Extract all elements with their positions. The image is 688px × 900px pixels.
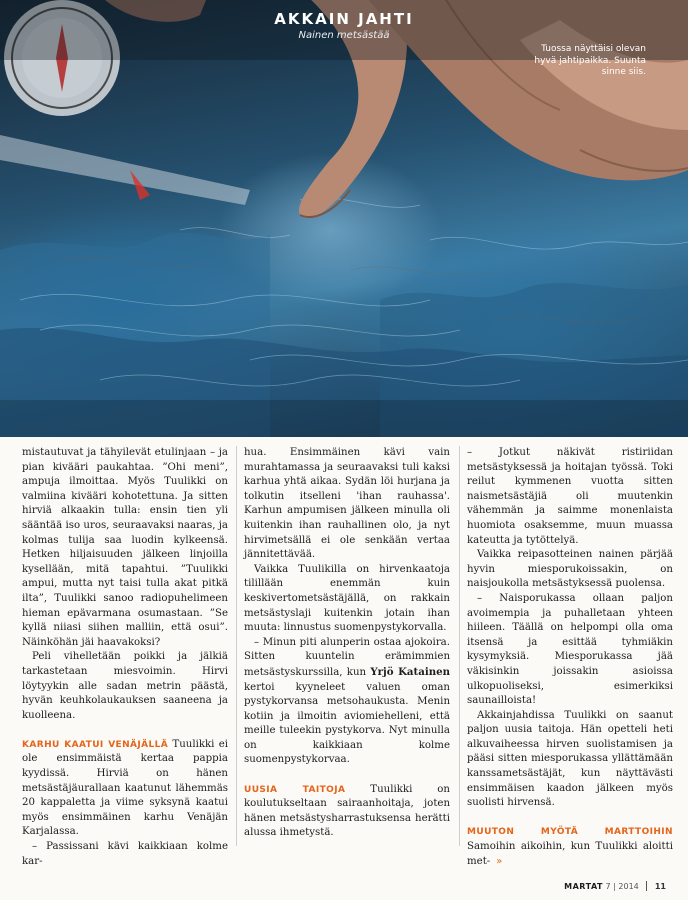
- subheading-marttoihin: MUUTON MYÖTÄ MARTTOIHIN: [467, 827, 673, 838]
- issue-number: 7 | 2014: [605, 882, 639, 891]
- page-footer: [564, 881, 666, 891]
- article-title: AKKAIN JAHTI: [274, 10, 414, 28]
- paragraph: – Passissani kävi kaikkiaan kolme kar-: [22, 841, 228, 867]
- paragraph: hua. Ensimmäinen kävi vain murahtamassa ja seuraavaksi tuli kaksi karhua yhtä aikaa. Sydän löi hurjana ja tolkutin itselleni 'ihan rauhassa'. Karhun ampumisen jälkeen minulla oli kuitenkin ihan rauhallinen olo, ja nyt hirvimetsällä ei ole senkään vertaa jännitettävää.: [244, 447, 450, 561]
- article-subtitle: Nainen metsästää: [298, 30, 390, 41]
- paragraph: – Jotkut näkivät ristiriidan metsästyksessä ja hoitajan työssä. Toki reilut kymmenen vuotta sitten naismetsästäjiä oli muutenkin vähemmän ja saimme monenlaista huomiota osaksemme, muun muassa kateutta ja tytöttelyä.: [467, 447, 673, 546]
- magazine-name: MARTAT: [564, 882, 603, 891]
- paragraph: Vaikka Tuulikilla on hirvenkaatoja tilillään enemmän kuin keskivertometsästäjällä, on rakkain metsästyslaji kuitenkin jotain ihan muuta: linnustus suomenpystykorvalla.: [244, 563, 450, 634]
- paragraph-text: Tuulikki on koulutukseltaan sairaanhoitaja, joten hänen metsästysharrastuksensa herätti alussa ihmetystä.: [244, 783, 450, 839]
- footer-divider: [646, 881, 647, 891]
- paragraph: Akkainjahdissa Tuulikki on saanut paljon uusia taitoja. Hän opetteli heti alkuvaiheessa hirven suolistamisen ja pääsi sitten miesporukassa yllättämään kanssametsästäjät, kun näyttävästi ensimmäisen kaadon jälkeen myös suolisti hirvensä.: [467, 709, 673, 809]
- column-divider: [459, 446, 460, 846]
- subheading-uusia-taitoja: UUSIA TAITOJA: [244, 784, 346, 795]
- person-name: Yrjö Katainen: [370, 665, 450, 678]
- text-column-2: [244, 446, 450, 841]
- paragraph-text: – Minun piti alunperin ostaa ajokoira. Sitten kuuntelin erämimmien metsästyskurssilla, kun: [244, 636, 450, 678]
- paragraph: [244, 783, 450, 841]
- page-number: 11: [654, 882, 666, 891]
- paragraph: [467, 825, 673, 869]
- subheading-karhu: KARHU KAATUI VENÄJÄLLÄ: [22, 739, 169, 750]
- hero-photo: [0, 0, 688, 437]
- paragraph: mistautuvat ja tähyilevät etulinjaan – ja pian kivääri paukahtaa. ”Ohi meni”, ampuja ilmoittaa. Myös Tuulikki on valmiina kivääri kohotettuna. Ja sitten hirviä alkaakin tulla: ensin tien yli sääntää iso uros, seuraavaksi naaras, ja kolmas tulija saa luodin kylkeensä. Hetken hiljaisuuden jälkeen linjoilla kysellään, mitä tapahtui. ”Tuulikki ampui, mutta nyt taisi tulla akat pitkä ilta”, Tuulikki sanoo radiopuhelimeen hieman epävarmana osumastaan. ”Se kyllä niiasi siihen malliin, että osui”. Näinköhän jäi haavakoksi?: [22, 447, 228, 648]
- text-column-1: [22, 446, 228, 869]
- continue-arrow-icon: »: [496, 855, 503, 867]
- column-divider: [236, 446, 237, 846]
- text-column-3: [467, 446, 673, 869]
- paragraph: [22, 738, 228, 840]
- paragraph-text: Samoihin aikoihin, kun Tuulikki aloitti met-: [467, 841, 673, 867]
- paragraph: – Naisporukassa ollaan paljon avoimempia ja puhalletaan yhteen hiileen. Täällä on helpompi olla oma itsensä ja esittää tyhmiäkin kysymyksiä. Miesporukassa jää väkisinkin joissakin asioissa ulkopuoliseksi, esimerkiksi saunailloista!: [467, 592, 673, 707]
- paragraph-text: kertoi kyyneleet valuen oman pystykorvansa metsohaukusta. Menin kotiin ja ilmoitin aviomiehelleni, että meille tuleekin pystykorva. Nyt minulla on kaikkiaan kolme suomenpystykorvaa.: [244, 681, 450, 766]
- paragraph: Vaikka reipasotteinen nainen pärjää hyvin miesporukoissakin, on naisjoukolla metsästyksessä puolensa.: [467, 549, 673, 590]
- paragraph: Peli vihelletään poikki ja jälkiä tarkastetaan miesvoimin. Hirvi löytyykin alle sadan metrin päästä, hyvän keuhkolaukauksen saaneena ja kuolleena.: [22, 651, 228, 721]
- paragraph-text: Tuulikki ei ole ensimmäistä kertaa pappia kyydissä. Hirviä on hänen metsästäjäurallaan kaatunut lähemmäs 20 kappaletta ja viime syksynä kaatui myös ensimmäinen karhu Venäjän Karjalassa.: [22, 738, 228, 838]
- photo-caption: Tuossa näyttäisi olevan hyvä jahtipaikka. Suunta sinne siis.: [534, 44, 646, 77]
- paragraph: [244, 636, 450, 768]
